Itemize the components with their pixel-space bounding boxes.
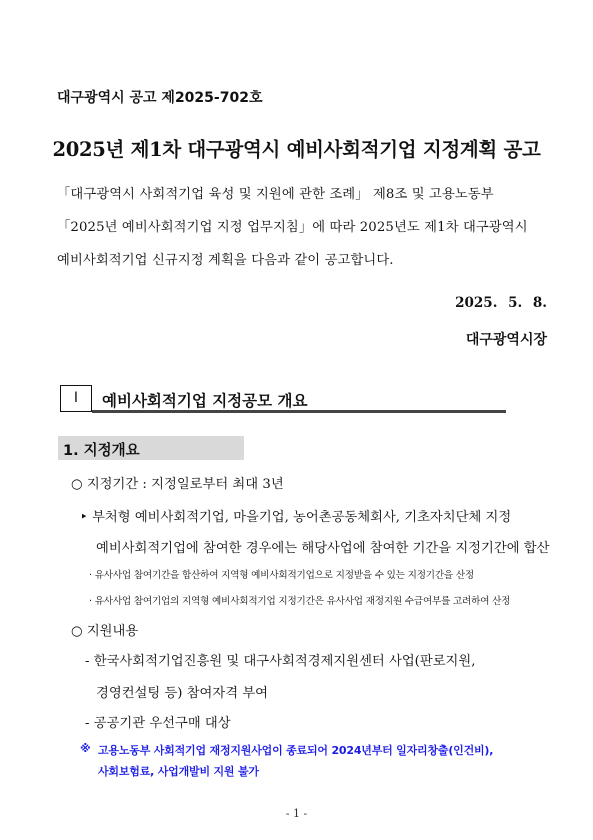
period-detail-line-2: 예비사회적기업에 참여한 경우에는 해당사업에 참여한 기간을 지정기간에 합산 <box>96 541 550 556</box>
support-label: ○ 지원내용 <box>71 624 139 639</box>
issuer-name: 대구광역시장 <box>465 332 547 348</box>
notice-line-1: 고용노동부 사회적기업 재정지원사업이 종료되어 2024년부터 일자리창출(인건비), <box>98 744 494 757</box>
intro-line-3: 예비사회적기업 신규지정 계획을 다음과 같이 공고합니다. <box>57 253 394 268</box>
section-underline <box>92 410 506 413</box>
period-note-2: · 유사사업 참여기업의 지역형 예비사회적기업 지정기간은 유사사업 재정지원 수급여부를 고려하여 산정 <box>89 596 511 607</box>
support-item-1-line-1: - 한국사회적기업진흥원 및 대구사회적경제지원센터 사업(판로지원, <box>85 654 476 669</box>
intro-line-1: 「대구광역시 사회적기업 육성 및 지원에 관한 조례」 제8조 및 고용노동부 <box>57 187 494 202</box>
period-note-1: · 유사사업 참여기간을 합산하여 지역형 예비사회적기업으로 지정받을 수 있는 지정기간을 산정 <box>89 570 474 581</box>
period-label: ○ 지정기간 : 지정일로부터 최대 3년 <box>71 477 284 492</box>
notice-marker: ※ <box>80 742 91 755</box>
section-number-box: Ⅰ <box>60 385 92 412</box>
section-title: 예비사회적기업 지정공모 개요 <box>102 392 308 410</box>
support-item-1-line-2: 경영컨설팅 등) 참여자격 부여 <box>96 686 269 701</box>
page-number: - 1 - <box>285 807 308 820</box>
announcement-date: 2025. 5. 8. <box>455 295 547 311</box>
period-detail-line-1: ‣ 부처형 예비사회적기업, 마을기업, 농어촌공동체회사, 기초자치단체 지정 <box>80 510 512 525</box>
intro-line-2: 「2025년 예비사회적기업 지정 업무지침」에 따라 2025년도 제1차 대구광역시 <box>57 220 528 235</box>
document-title: 2025년 제1차 대구광역시 예비사회적기업 지정계획 공고 <box>52 138 541 161</box>
support-item-2: - 공공기관 우선구매 대상 <box>85 716 231 731</box>
notice-line-2: 사회보험료, 사업개발비 지원 불가 <box>98 765 259 778</box>
subsection-title: 1. 지정개요 <box>63 443 140 459</box>
notice-number: 대구광역시 공고 제2025-702호 <box>57 90 263 106</box>
